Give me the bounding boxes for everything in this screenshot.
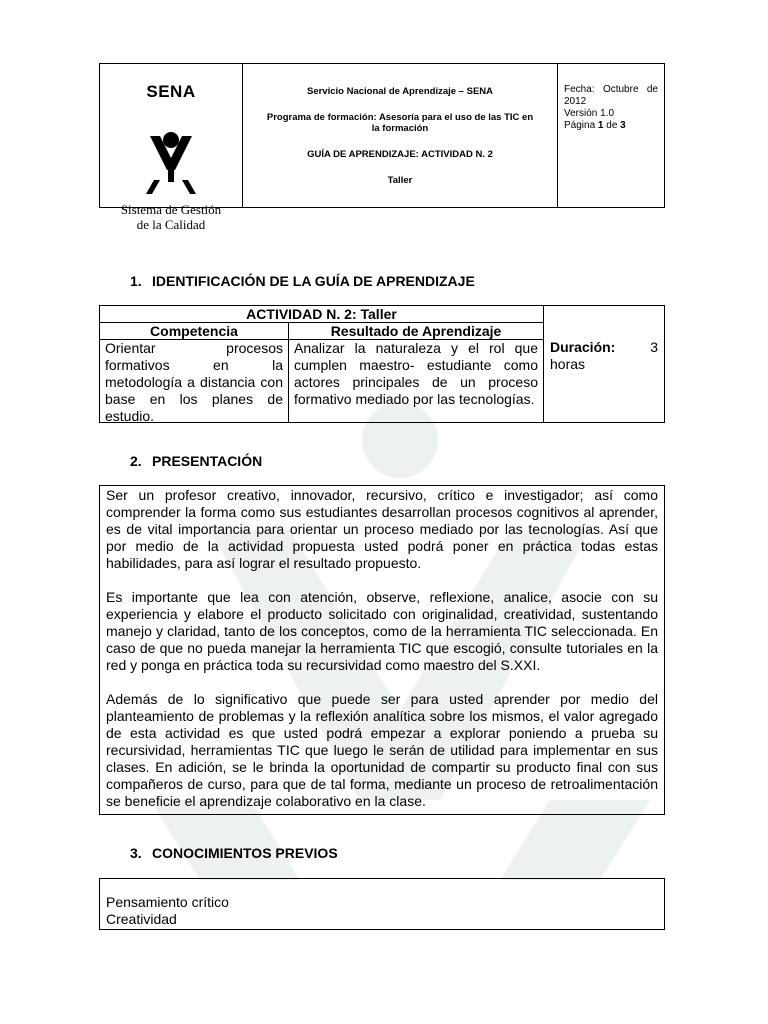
- program-line-2: la formación: [371, 123, 429, 134]
- section-3-heading: 3. CONOCIMIENTOS PREVIOS: [130, 845, 338, 861]
- header-titles: [243, 64, 558, 207]
- program-line-1: Programa de formación: Asesoría para el uso de las TIC en: [266, 112, 534, 123]
- institution-name: Servicio Nacional de Aprendizaje – SENA: [306, 86, 493, 97]
- presentation-paragraph-3: Además de lo significativo que puede ser para usted aprender por medio del planteamiento de problemas y la reflexión analítica sobre los mismos, el valor agregado de esta actividad es que usted podrá empezar a explorar poniendo a prueba su recursividad, herramientas TIC que luego le serán de utilidad para implementar en sus clases. En adición, se le brinda la oportunidad de compartir su producto final con sus compañeros de curso, para que de tal forma, mediante un proceso de retroalimentación se beneficie el aprendizaje colaborativo en la clase.: [106, 691, 658, 809]
- presentation-paragraph-2: Es importante que lea con atención, observe, reflexione, analice, asocie con su experiencia y elabore el producto solicitado con originalidad, creatividad, sustentando manejo y claridad, tanto de los conceptos, como de la herramienta TIC seleccionada. En caso de que no pueda manejar la herramienta TIC que escogió, consulte tutoriales en la red y ponga en práctica toda su recursividad como maestro del S.XXI.: [106, 589, 658, 673]
- col-header-resultado: Resultado de Aprendizaje: [288, 322, 543, 339]
- guide-title: GUÍA DE APRENDIZAJE: ACTIVIDAD N. 2: [307, 149, 493, 160]
- guide-type: Taller: [387, 175, 413, 186]
- section-2-heading: 2. PRESENTACIÓN: [130, 453, 263, 469]
- prior-knowledge-item: Creatividad: [106, 911, 177, 927]
- version: Versión 1.0: [564, 108, 615, 119]
- presentation-paragraph-1: Ser un profesor creativo, innovador, recursivo, crítico e investigador; así como comprender la forma como sus estudiantes desarrollan procesos cognitivos al aprender, es de vital importancia para orientar un proceso mediado por las tecnologías. Así que por medio de la actividad propuesta usted podrá poner en práctica todas estas habilidades, para así lograr el resultado propuesto.: [106, 487, 658, 571]
- duration-unit: horas: [550, 356, 586, 372]
- quality-system-caption: Sistema de Gestión de la Calidad: [120, 202, 222, 232]
- resultado-text: Analizar la naturaleza y el rol que cumplen maestro- estudiante como actores principales de un proceso formativo mediado por las tecnologías.: [288, 339, 543, 423]
- activity-table-title: ACTIVIDAD N. 2: Taller: [246, 306, 397, 322]
- header-meta: [558, 64, 664, 207]
- activity-table: [99, 305, 665, 423]
- sena-logo-wordmark: SENA: [146, 82, 196, 101]
- prior-knowledge-item: Pensamiento crítico: [106, 894, 229, 910]
- sena-logo: [100, 64, 243, 232]
- sena-emblem-head-icon: [161, 130, 181, 150]
- prior-knowledge-box: [99, 878, 665, 930]
- duration-label: Duración:: [550, 339, 616, 355]
- date-row: Fecha: Octubre de: [564, 84, 658, 95]
- competencia-text: Orientar procesos formativos en la metodología a distancia con base en los planes de estudio.: [100, 339, 288, 423]
- page-number: Página 1 de 3: [564, 120, 626, 131]
- date-year: 2012: [564, 96, 587, 107]
- presentation-box: [99, 485, 665, 815]
- duration-cell: [543, 306, 664, 422]
- duration-value: 3: [650, 339, 658, 355]
- col-header-competencia: Competencia: [100, 322, 288, 339]
- document-header: [99, 63, 665, 232]
- section-1-heading: 1. IDENTIFICACIÓN DE LA GUÍA DE APRENDIZAJE: [130, 273, 475, 289]
